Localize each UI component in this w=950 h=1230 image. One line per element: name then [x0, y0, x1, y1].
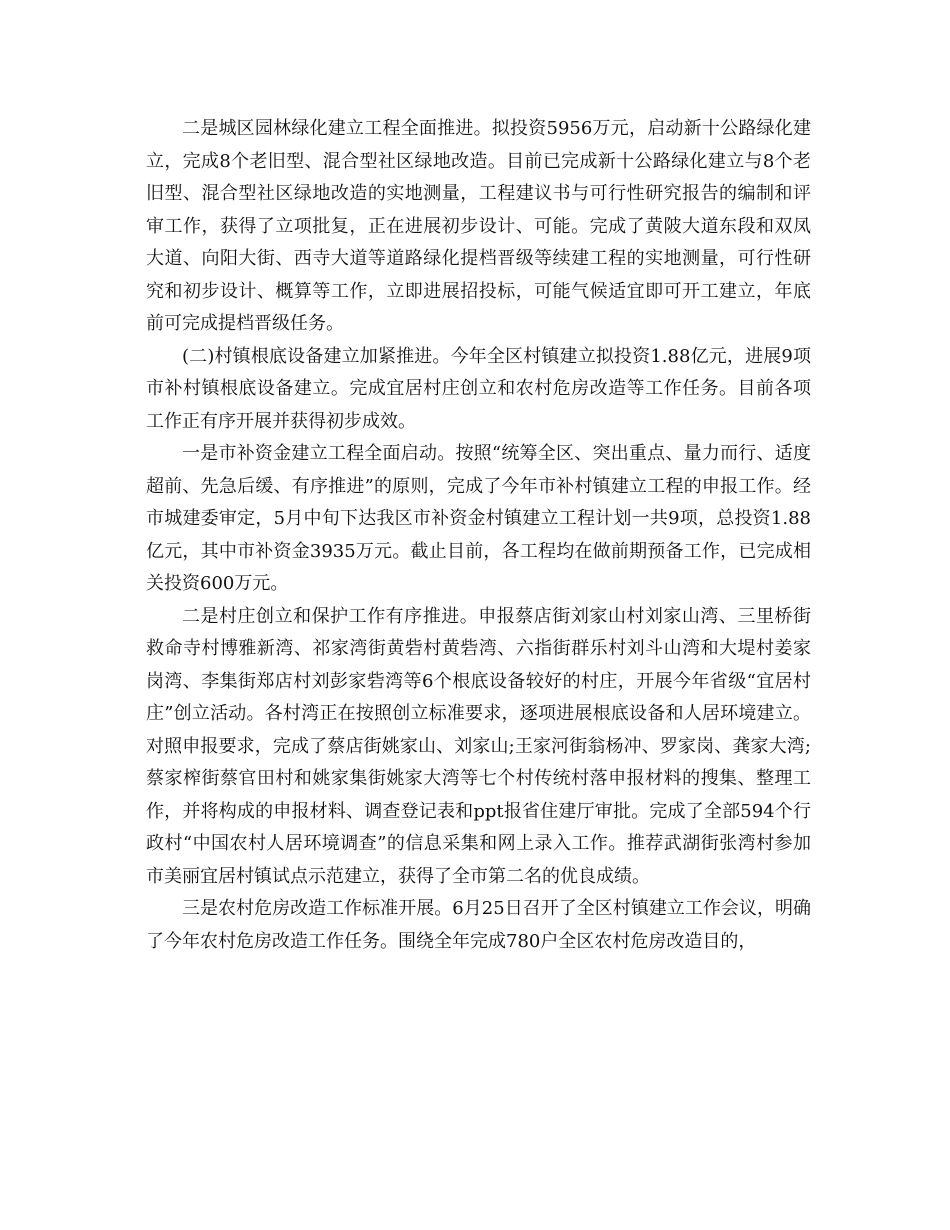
document-body	[146, 113, 811, 958]
paragraph-village-creation: 二是村庄创立和保护工作有序推进。申报蔡店街刘家山村刘家山湾、三里桥街救命寺村博雅新湾、祁家湾街黄砦村黄砦湾、六指街群乐村刘斗山湾和大堤村姜家岗湾、李集街郑店村刘彭家砦湾等6个根底设备较好的村庄，开展今年省级“宜居村庄”创立活动。各村湾正在按照创立标准要求，逐项进展根底设备和人居环境建立。对照申报要求，完成了蔡店街姚家山、刘家山;王家河街翁杨冲、罗家岗、龚家大湾;蔡家榨街蔡官田村和姚家集街姚家大湾等七个村传统村落申报材料的搜集、整理工作，并将构成的申报材料、调查登记表和ppt报省住建厅审批。完成了全部594个行政村“中国农村人居环境调查”的信息采集和网上录入工作。推荐武湖街张湾村参加市美丽宜居村镇试点示范建立，获得了全市第二名的优良成绩。	[146, 605, 811, 887]
paragraph-city-subsidy-projects: 一是市补资金建立工程全面启动。按照“统筹全区、突出重点、量力而行、适度超前、先急后缓、有序推进”的原则，完成了今年市补村镇建立工程的申报工作。经市城建委审定，5月中旬下达我区市补资金村镇建立工程计划一共9项，总投资1.88亿元，其中市补资金3935万元。截止目前，各工程均在做前期预备工作，已完成相关投资600万元。	[146, 443, 811, 594]
paragraph-village-infrastructure: (二)村镇根底设备建立加紧推进。今年全区村镇建立拟投资1.88亿元，进展9项市补村镇根底设备建立。完成宜居村庄创立和农村危房改造等工作任务。目前各项工作正有序开展并获得初步成效。	[146, 345, 811, 432]
paragraph-dilapidated-housing: 三是农村危房改造工作标准开展。6月25日召开了全区村镇建立工作会议，明确了今年农村危房改造工作任务。围绕全年完成780户全区农村危房改造目的，	[146, 898, 811, 952]
paragraph-urban-greening: 二是城区园林绿化建立工程全面推进。拟投资5956万元，启动新十公路绿化建立，完成8个老旧型、混合型社区绿地改造。目前已完成新十公路绿化建立与8个老旧型、混合型社区绿地改造的实地测量，工程建议书与可行性研究报告的编制和评审工作，获得了立项批复，正在进展初步设计、可能。完成了黄陂大道东段和双凤大道、向阳大街、西寺大道等道路绿化提档晋级等续建工程的实地测量，可行性研究和初步设计、概算等工作，立即进展招投标，可能气候适宜即可开工建立，年底前可完成提档晋级任务。	[146, 118, 811, 334]
